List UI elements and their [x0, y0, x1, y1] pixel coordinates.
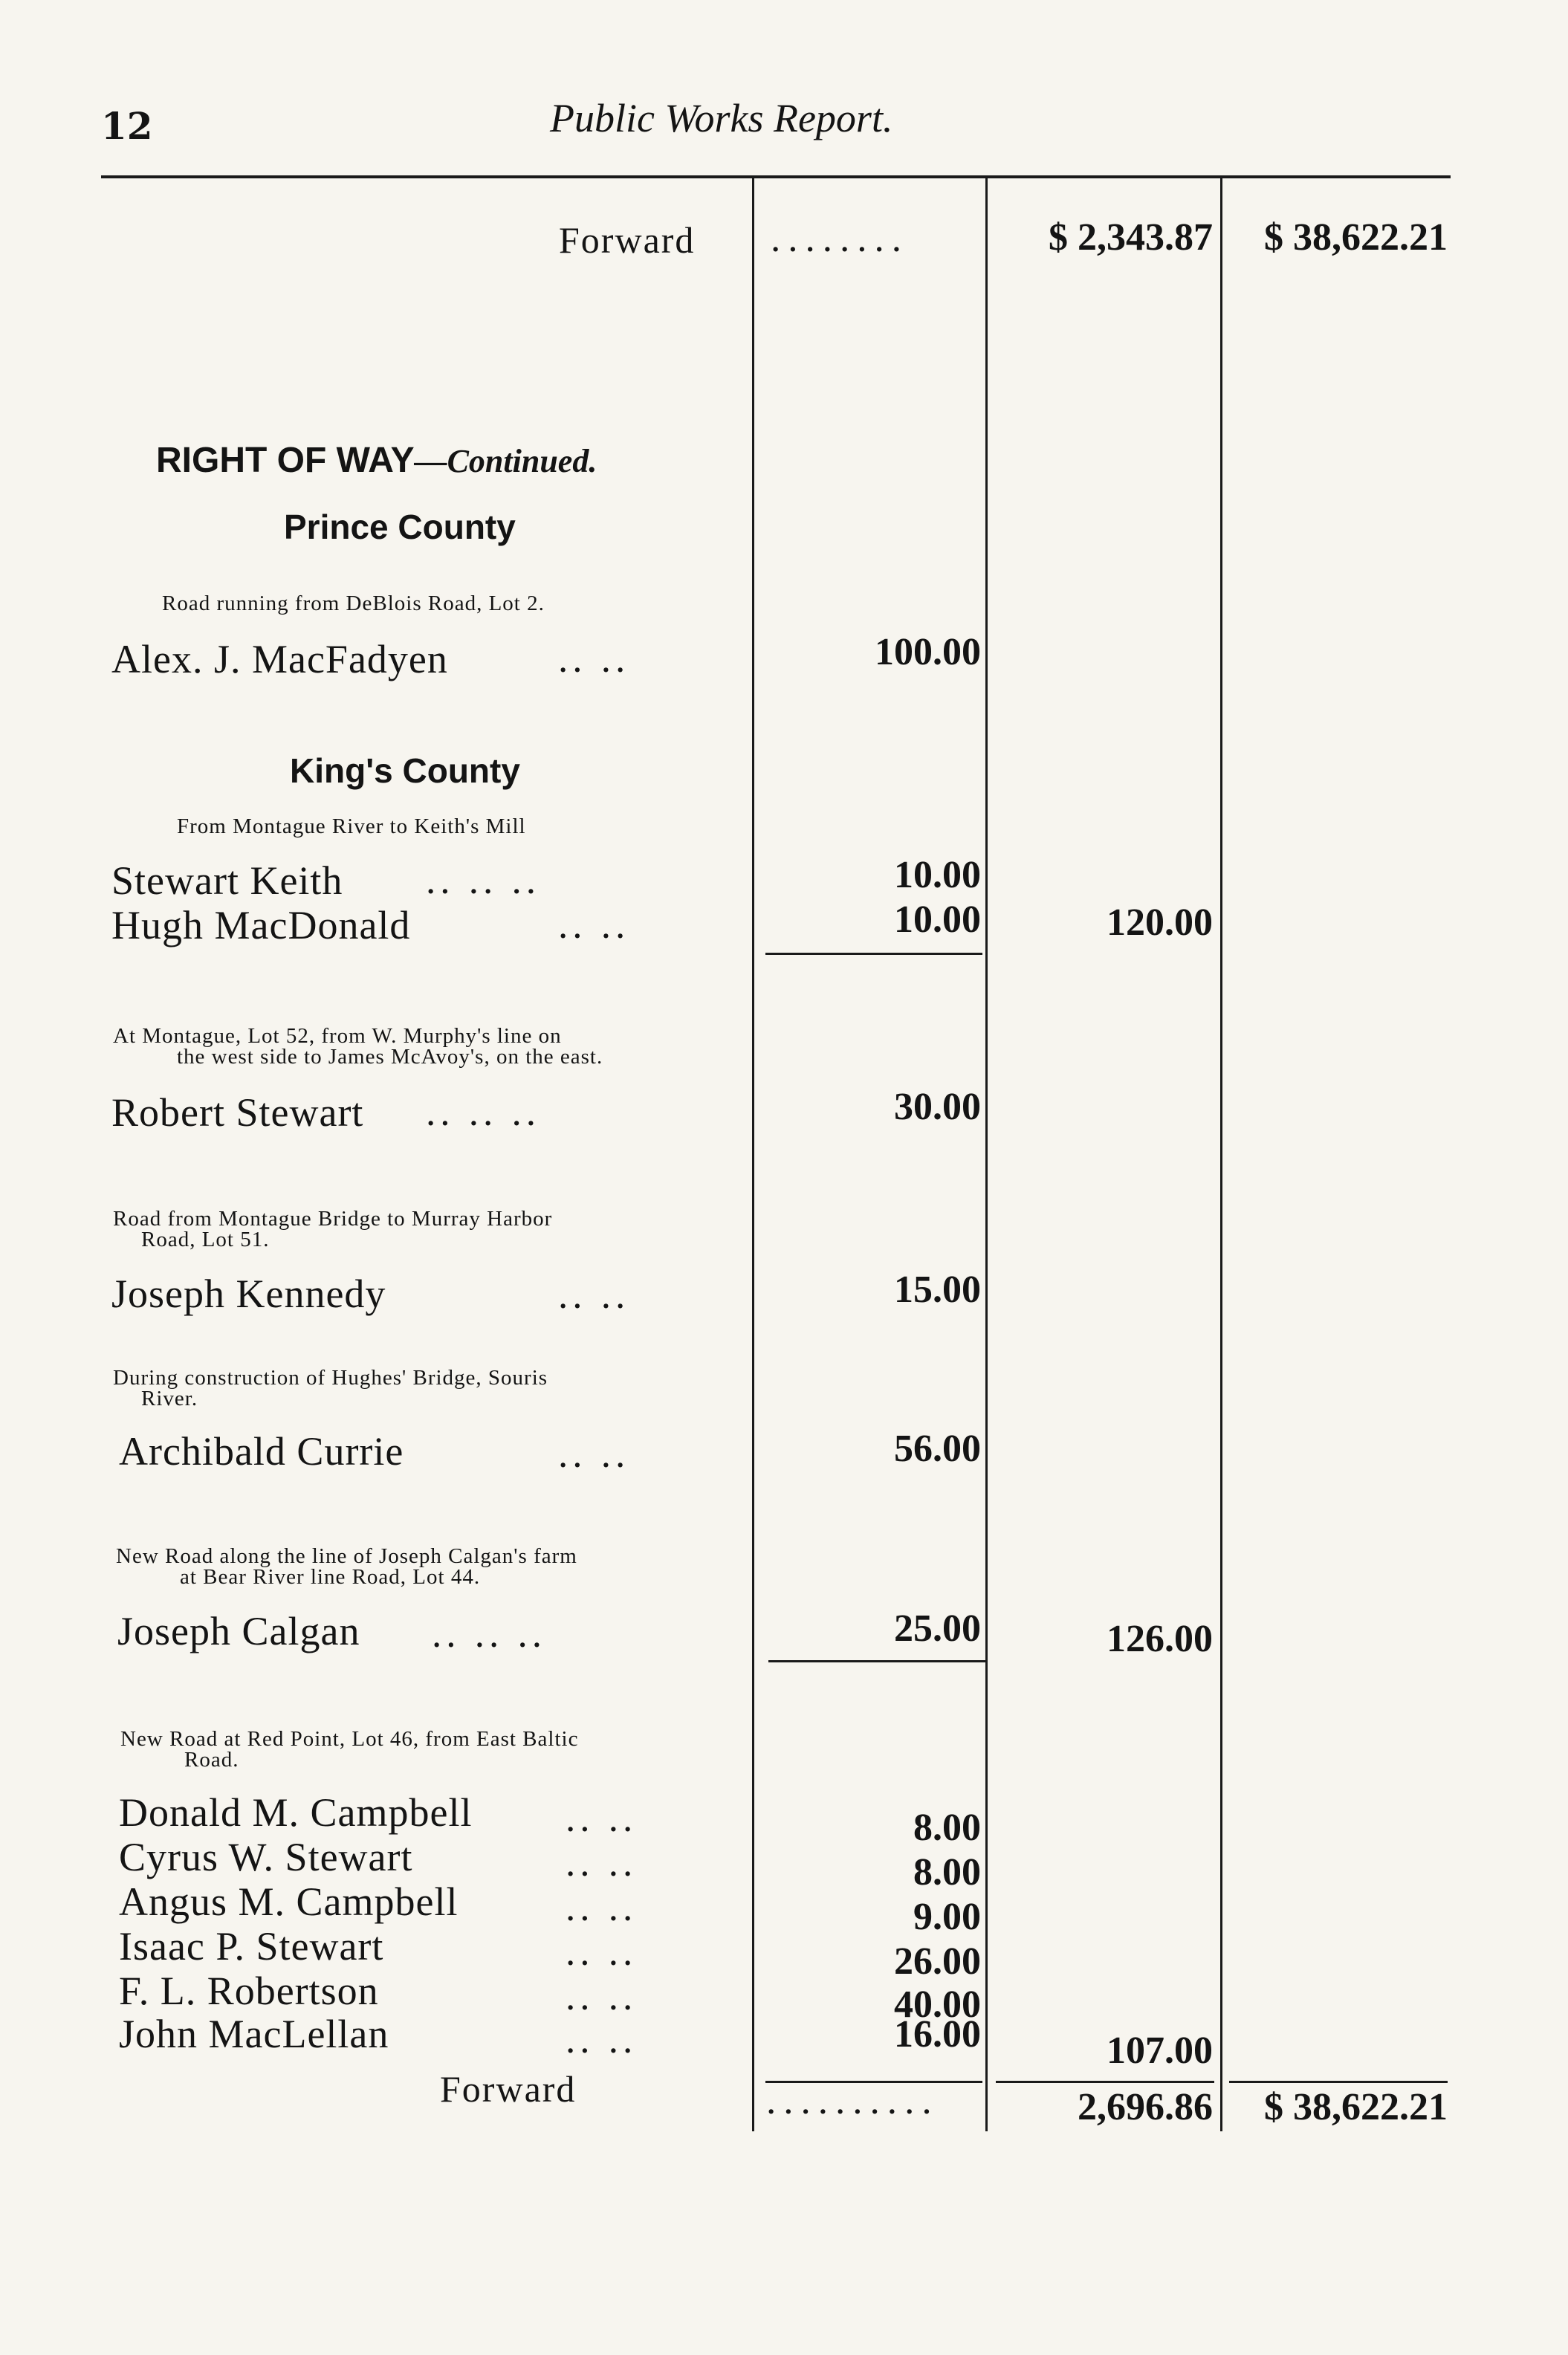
- entry-name: Robert Stewart: [111, 1090, 364, 1135]
- entry-name: Joseph Kennedy: [111, 1272, 386, 1316]
- entry-amount: 8.00: [913, 1807, 981, 1849]
- entry-amount: 26.00: [894, 1940, 981, 1983]
- entry-leader: .. ..: [557, 639, 629, 681]
- entry-name: Isaac P. Stewart: [119, 1924, 384, 1969]
- header-rule: [101, 175, 1451, 178]
- road-description-line: at Bear River line Road, Lot 44.: [180, 1565, 481, 1589]
- entry-leader: .. ..: [557, 1434, 629, 1476]
- entry-name: Alex. J. MacFadyen: [111, 637, 448, 681]
- county-heading-prince: Prince County: [284, 508, 516, 546]
- road-description-line: Road, Lot 51.: [141, 1228, 270, 1251]
- entry-leader: .. ..: [565, 1888, 637, 1929]
- road-description-line: Road.: [184, 1748, 239, 1772]
- entry-amount: 15.00: [894, 1269, 981, 1311]
- forward-leader-top: ........: [770, 218, 909, 260]
- entry-leader: .. ..: [565, 1843, 637, 1885]
- entry-name: Cyrus W. Stewart: [119, 1835, 413, 1879]
- road-description: [113, 1026, 603, 1067]
- road-description-line: During construction of Hughes' Bridge, Souris: [113, 1366, 548, 1390]
- entry-leader: .. .. ..: [431, 1614, 546, 1656]
- forward-label-bottom: Forward: [440, 2068, 577, 2110]
- sum-rule: [765, 953, 982, 955]
- road-description: [113, 1208, 552, 1250]
- entry-leader: .. ..: [565, 1798, 637, 1840]
- subtotal-amount: 120.00: [1107, 901, 1213, 944]
- entry-leader: .. ..: [557, 1275, 629, 1317]
- section-title-suffix: —Continued.: [414, 443, 597, 479]
- road-description-line: River.: [141, 1387, 198, 1410]
- column-rule-1: [752, 177, 754, 2131]
- forward-col3-bottom: $ 38,622.21: [1264, 2086, 1448, 2128]
- road-description-line: Road from Montague Bridge to Murray Harbor: [113, 1207, 553, 1231]
- road-description: [113, 1367, 548, 1409]
- entry-name: Hugh MacDonald: [111, 903, 411, 947]
- entry-name: Joseph Calgan: [117, 1609, 360, 1653]
- entry-name: F. L. Robertson: [119, 1969, 379, 2013]
- entry-name: Donald M. Campbell: [119, 1790, 473, 1835]
- entry-leader: .. ..: [565, 1977, 637, 2018]
- entry-amount: 56.00: [894, 1428, 981, 1470]
- road-description-line: New Road along the line of Joseph Calgan's farm: [116, 1544, 577, 1568]
- forward-col3-top: $ 38,622.21: [1264, 216, 1448, 259]
- entry-name: Archibald Currie: [119, 1429, 404, 1474]
- page-number: 12: [101, 104, 153, 148]
- column-rule-3: [1220, 177, 1222, 2131]
- sum-rule: [1229, 2081, 1448, 2083]
- entry-name: John MacLellan: [119, 2012, 389, 2056]
- section-title: RIGHT OF WAY: [156, 441, 415, 480]
- entry-name: Stewart Keith: [111, 858, 343, 903]
- entry-amount: 8.00: [913, 1851, 981, 1894]
- forward-col2-bottom: 2,696.86: [1078, 2086, 1213, 2128]
- road-description-line: New Road at Red Point, Lot 46, from East Baltic: [120, 1727, 579, 1751]
- road-description: [120, 1729, 578, 1770]
- entry-amount: 16.00: [894, 2013, 981, 2056]
- entry-leader: .. ..: [557, 905, 629, 947]
- entry-amount: 40.00: [894, 1983, 981, 2026]
- road-description-line: At Montague, Lot 52, from W. Murphy's line on: [113, 1024, 562, 1048]
- subtotal-amount: 126.00: [1107, 1618, 1213, 1660]
- entry-name: Angus M. Campbell: [119, 1879, 459, 1924]
- road-description: Road running from DeBlois Road, Lot 2.: [162, 592, 545, 615]
- column-rule-2: [985, 177, 988, 2131]
- sum-rule: [996, 2081, 1214, 2083]
- section-heading: [156, 440, 597, 481]
- entry-leader: .. .. ..: [425, 861, 540, 902]
- road-description-line: the west side to James McAvoy's, on the east.: [177, 1045, 603, 1069]
- entry-amount: 10.00: [894, 854, 981, 896]
- forward-col2-top: $ 2,343.87: [1049, 216, 1213, 259]
- road-description: From Montague River to Keith's Mill: [177, 814, 526, 838]
- sum-rule: [768, 1660, 985, 1662]
- subtotal-amount: 107.00: [1107, 2030, 1213, 2072]
- entry-leader: .. .. ..: [425, 1092, 540, 1134]
- entry-amount: 25.00: [894, 1607, 981, 1650]
- entry-amount: 9.00: [913, 1896, 981, 1938]
- running-title: Public Works Report.: [550, 96, 893, 140]
- county-heading-kings: King's County: [290, 751, 520, 790]
- entry-leader: .. ..: [565, 2020, 637, 2061]
- entry-amount: 10.00: [894, 898, 981, 941]
- road-description: [116, 1546, 577, 1587]
- entry-leader: .. ..: [565, 1932, 637, 1974]
- entry-amount: 30.00: [894, 1086, 981, 1128]
- forward-label-top: Forward: [559, 219, 696, 261]
- entry-amount: 100.00: [875, 631, 981, 673]
- forward-leader-bottom: ..........: [765, 2081, 939, 2122]
